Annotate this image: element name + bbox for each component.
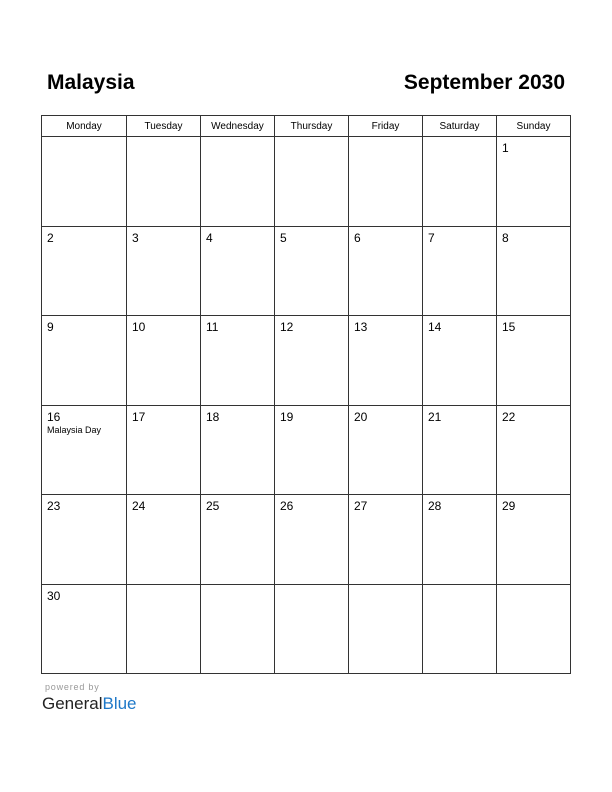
day-cell bbox=[201, 226, 275, 316]
day-cell bbox=[423, 584, 497, 674]
day-cell bbox=[275, 137, 349, 227]
day-number: 22 bbox=[502, 409, 516, 424]
day-number: 19 bbox=[280, 409, 294, 424]
day-cell bbox=[497, 584, 571, 674]
powered-by-label: powered by bbox=[45, 682, 100, 692]
day-cell bbox=[349, 495, 423, 585]
day-cell bbox=[349, 316, 423, 406]
day-cell bbox=[497, 316, 571, 406]
week-row bbox=[42, 137, 571, 227]
day-cell bbox=[201, 137, 275, 227]
day-number: 1 bbox=[502, 141, 509, 155]
generalblue-logo bbox=[42, 694, 137, 714]
day-cell bbox=[127, 137, 201, 227]
week-row bbox=[42, 584, 571, 674]
week-row bbox=[42, 495, 571, 585]
day-cell bbox=[275, 495, 349, 585]
day-cell bbox=[201, 584, 275, 674]
country-title: Malaysia bbox=[47, 71, 135, 94]
weekday-saturday: Saturday bbox=[423, 116, 497, 137]
day-number: 14 bbox=[428, 320, 442, 334]
brand-blue-text: Blue bbox=[102, 694, 137, 713]
day-cell bbox=[275, 316, 349, 406]
day-cell bbox=[42, 584, 127, 674]
day-cell bbox=[42, 137, 127, 227]
day-cell bbox=[127, 495, 201, 585]
day-number: 26 bbox=[280, 499, 294, 513]
brand-general-text: General bbox=[42, 694, 103, 713]
day-number: 4 bbox=[206, 230, 213, 245]
day-cell bbox=[349, 137, 423, 227]
day-cell bbox=[423, 137, 497, 227]
day-cell bbox=[349, 405, 423, 495]
day-cell bbox=[127, 584, 201, 674]
day-cell bbox=[127, 316, 201, 406]
day-cell bbox=[275, 584, 349, 674]
day-cell bbox=[42, 316, 127, 406]
day-number: 3 bbox=[132, 230, 139, 245]
week-row bbox=[42, 226, 571, 316]
day-cell bbox=[349, 226, 423, 316]
day-number: 12 bbox=[280, 320, 294, 334]
day-cell bbox=[201, 405, 275, 495]
day-cell bbox=[201, 316, 275, 406]
day-number: 11 bbox=[206, 320, 219, 334]
weekday-monday: Monday bbox=[42, 116, 127, 137]
day-cell bbox=[201, 495, 275, 585]
day-cell bbox=[497, 226, 571, 316]
day-number: 28 bbox=[428, 499, 442, 513]
day-number: 30 bbox=[47, 588, 61, 603]
day-cell bbox=[275, 226, 349, 316]
week-row bbox=[42, 316, 571, 406]
day-number: 9 bbox=[47, 320, 54, 334]
day-cell bbox=[423, 405, 497, 495]
day-number: 21 bbox=[428, 409, 442, 424]
day-number: 5 bbox=[280, 230, 287, 245]
day-number: 2 bbox=[47, 230, 54, 245]
day-cell bbox=[423, 495, 497, 585]
day-number: 20 bbox=[354, 409, 368, 424]
day-cell bbox=[497, 405, 571, 495]
day-cell bbox=[423, 316, 497, 406]
weekday-sunday: Sunday bbox=[497, 116, 571, 137]
day-cell bbox=[497, 495, 571, 585]
day-cell bbox=[42, 495, 127, 585]
week-row bbox=[42, 405, 571, 495]
day-number: 18 bbox=[206, 409, 220, 424]
weekday-header-row bbox=[42, 116, 571, 137]
day-number: 27 bbox=[354, 499, 368, 513]
day-cell bbox=[42, 405, 127, 495]
day-cell bbox=[497, 137, 571, 227]
day-number: 23 bbox=[47, 499, 61, 513]
weekday-thursday: Thursday bbox=[275, 116, 349, 137]
day-cell bbox=[423, 226, 497, 316]
calendar-grid bbox=[41, 115, 571, 674]
day-cell bbox=[127, 226, 201, 316]
day-number: 10 bbox=[132, 320, 146, 334]
weekday-tuesday: Tuesday bbox=[127, 116, 201, 137]
day-number: 13 bbox=[354, 320, 368, 334]
day-number: 29 bbox=[502, 499, 516, 513]
day-cell bbox=[349, 584, 423, 674]
day-cell bbox=[127, 405, 201, 495]
day-number: 25 bbox=[206, 499, 220, 513]
day-number: 15 bbox=[502, 320, 516, 334]
holiday-label: Malaysia Day bbox=[47, 424, 102, 435]
day-number: 7 bbox=[428, 230, 435, 245]
day-cell bbox=[42, 226, 127, 316]
day-cell bbox=[275, 405, 349, 495]
weekday-friday: Friday bbox=[349, 116, 423, 137]
day-number: 17 bbox=[132, 409, 146, 424]
weekday-wednesday: Wednesday bbox=[201, 116, 275, 137]
month-year-title: September 2030 bbox=[403, 71, 565, 94]
day-number: 16 bbox=[47, 409, 61, 424]
day-number: 8 bbox=[502, 230, 509, 245]
day-number: 24 bbox=[132, 499, 146, 513]
day-number: 6 bbox=[354, 230, 361, 245]
